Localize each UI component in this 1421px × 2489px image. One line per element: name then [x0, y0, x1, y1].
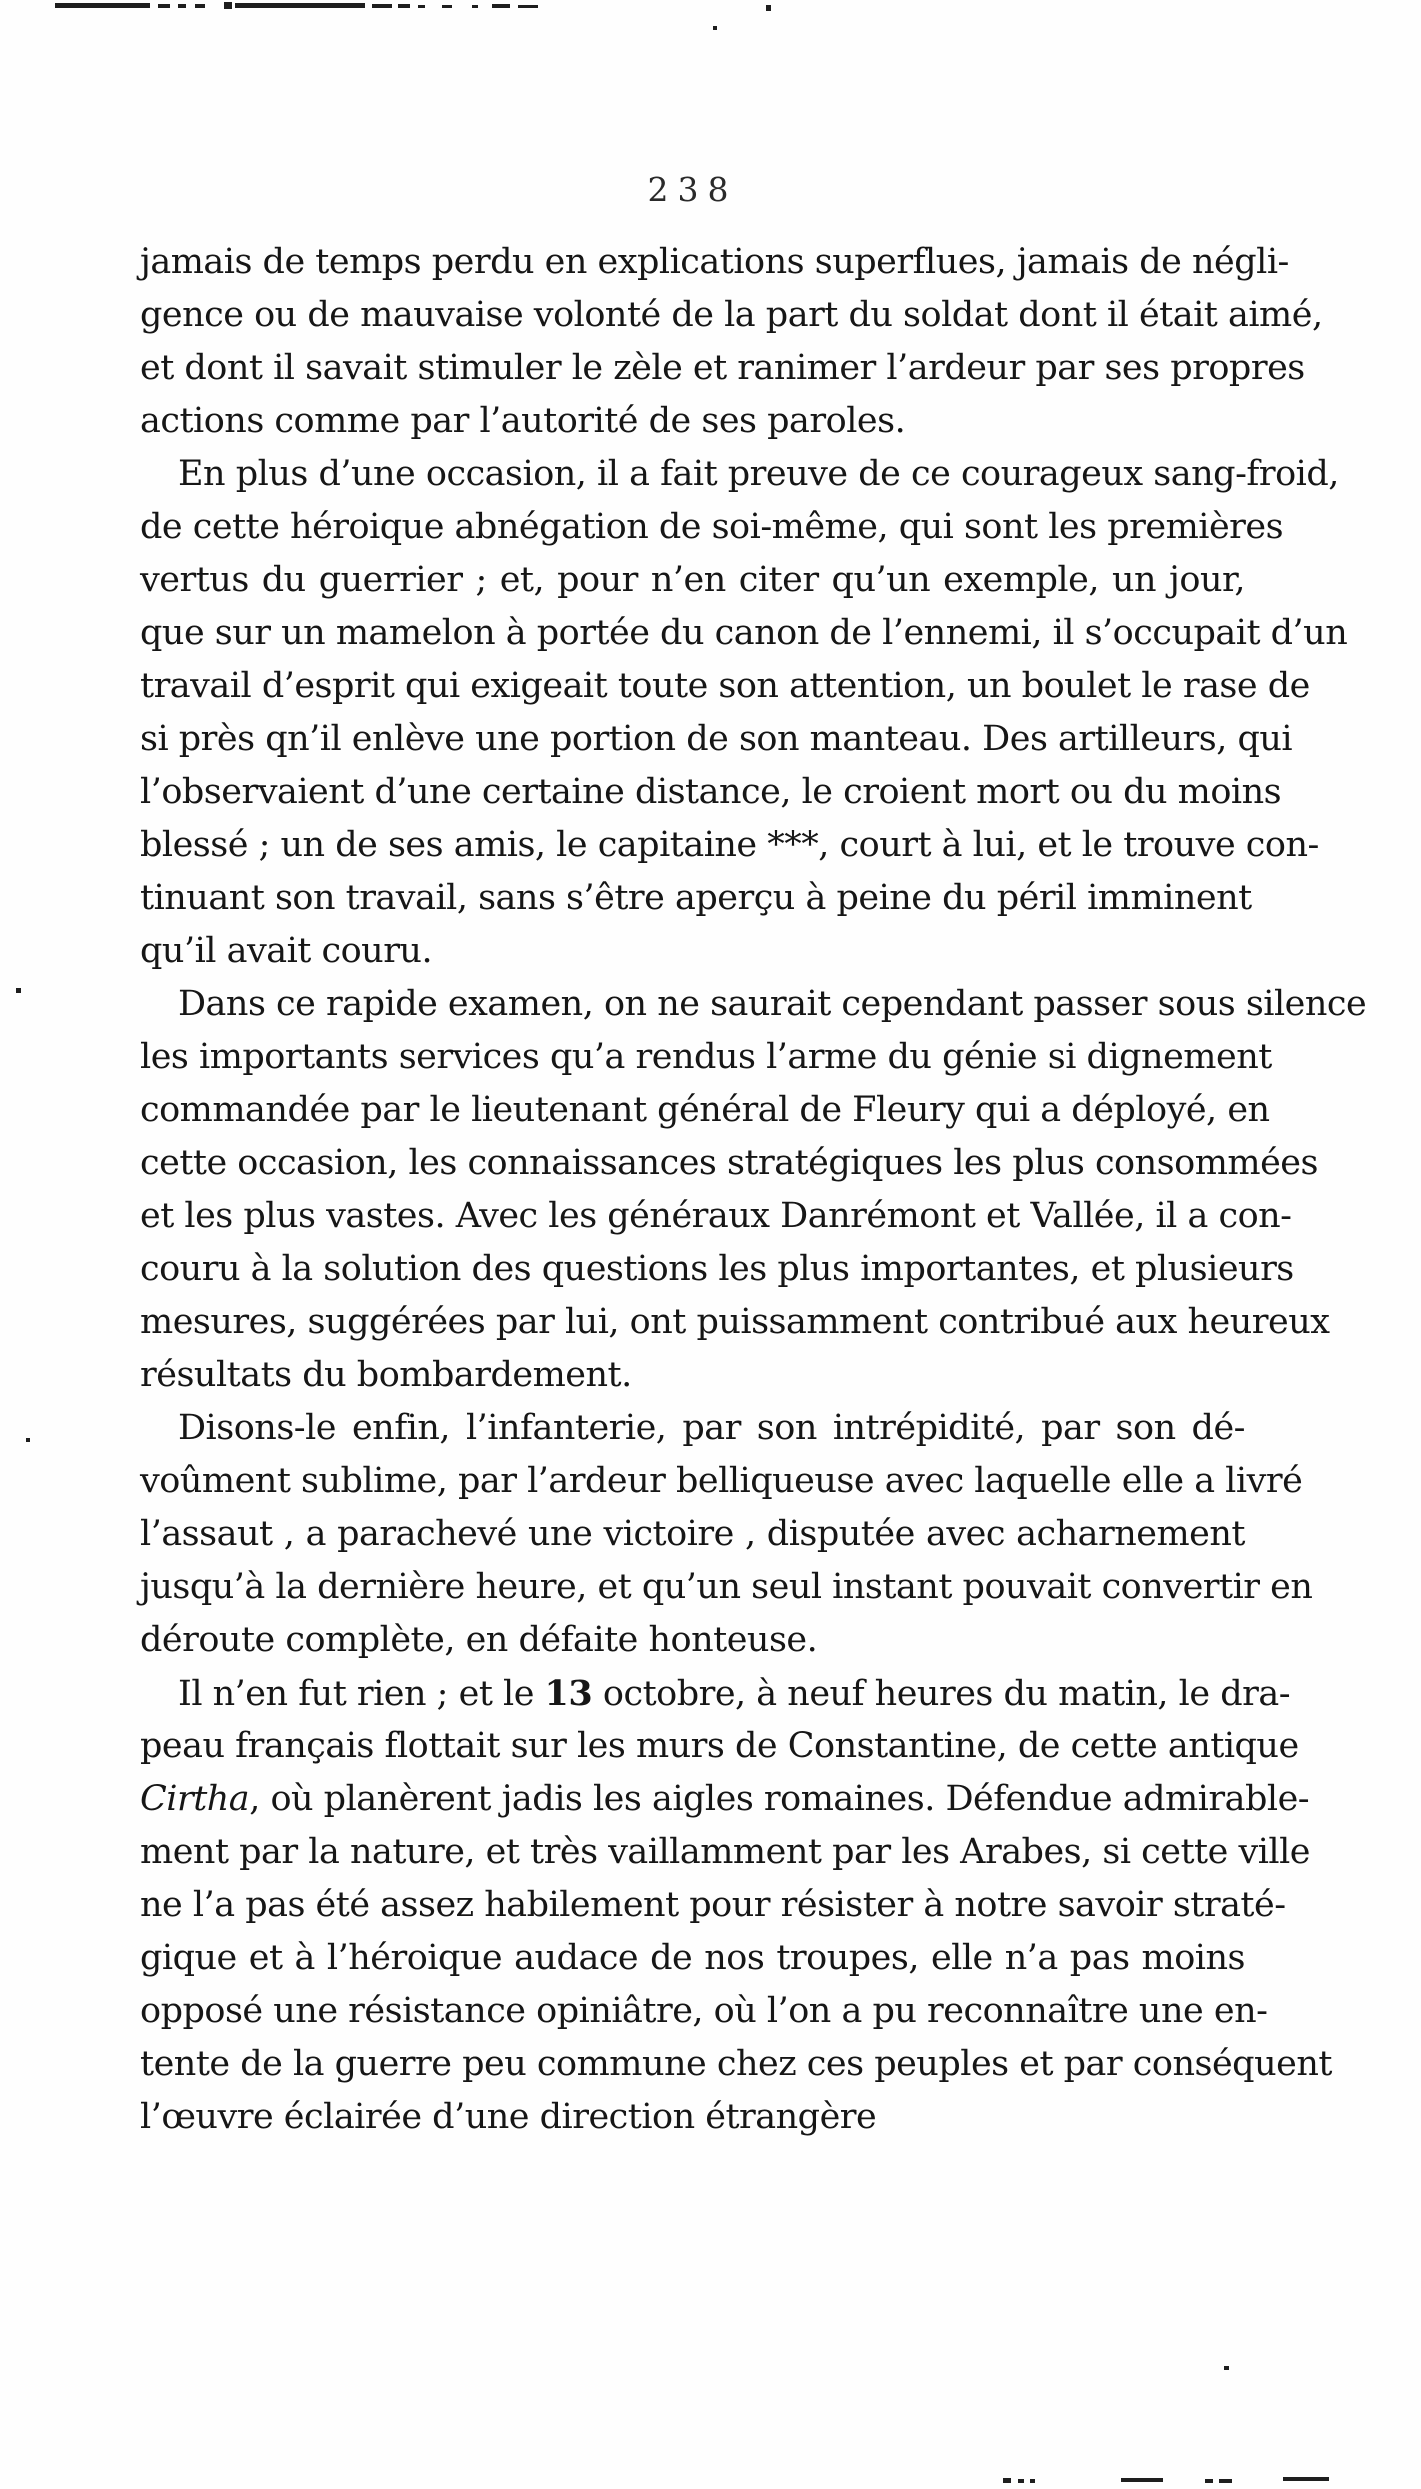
scan-artifact	[1283, 2477, 1329, 2481]
text-line	[140, 978, 1367, 1031]
text-line	[140, 289, 1323, 342]
text-segment: voûment sublime, par l’ardeur belliqueuse avec laquelle elle a livré	[140, 1461, 1303, 1501]
text-segment: et les plus vastes. Avec les généraux Danrémont et Vallée, il a con-	[140, 1196, 1292, 1236]
text-line	[140, 713, 1293, 766]
scan-artifact	[398, 4, 410, 8]
scan-artifact	[518, 5, 538, 8]
text-line	[140, 1879, 1286, 1932]
text-line	[140, 1402, 1245, 1455]
text-line	[140, 2091, 1245, 2144]
text-line	[140, 1720, 1299, 1773]
paragraph	[140, 236, 1323, 448]
scan-artifact	[1205, 2479, 1213, 2483]
text-line	[140, 501, 1284, 554]
text-segment: résultats du bombardement.	[140, 1355, 632, 1395]
text-segment: tente de la guerre peu commune chez ces peuples et par conséquent	[140, 2044, 1332, 2084]
text-line	[140, 1349, 1245, 1402]
text-block	[140, 236, 1367, 2144]
text-segment: jusqu’à la dernière heure, et qu’un seul instant pouvait convertir en	[140, 1567, 1313, 1607]
text-line	[140, 2038, 1332, 2091]
text-line	[140, 1561, 1313, 1614]
text-line	[140, 1455, 1303, 1508]
text-segment: qu’il avait couru.	[140, 931, 433, 971]
scan-artifact	[1219, 2479, 1232, 2483]
scan-artifact	[158, 4, 170, 8]
text-line	[140, 1667, 1291, 1720]
paragraph	[140, 978, 1367, 1402]
text-line	[140, 660, 1310, 713]
text-segment: l’assaut , a parachevé une victoire , disputée avec acharnement	[140, 1514, 1245, 1554]
text-segment: blessé ; un de ses amis, le capitaine ***, court à lui, et le trouve con-	[140, 825, 1319, 865]
text-segment: peau français flottait sur les murs de Constantine, de cette antique	[140, 1726, 1299, 1766]
scan-artifact	[372, 4, 392, 8]
scan-artifact	[1121, 2478, 1163, 2482]
scan-artifact	[1224, 2366, 1229, 2370]
text-segment: jamais de temps perdu en explications superflues, jamais de négli-	[140, 242, 1289, 282]
text-segment: ment par la nature, et très vaillamment par les Arabes, si cette ville	[140, 1832, 1311, 1872]
text-line	[140, 342, 1305, 395]
paragraph	[140, 1667, 1332, 2144]
text-segment: commandée par le lieutenant général de Fleury qui a déployé, en	[140, 1090, 1270, 1130]
text-line	[140, 1137, 1318, 1190]
text-line	[140, 1826, 1311, 1879]
scan-artifact	[1030, 2479, 1035, 2483]
text-line	[140, 819, 1319, 872]
text-line	[140, 925, 1245, 978]
text-segment: 13	[544, 1673, 593, 1714]
text-segment: gique et à l’héroique audace de nos troupes, elle n’a pas moins	[140, 1938, 1245, 1978]
text-line	[140, 1773, 1310, 1826]
text-segment: l’observaient d’une certaine distance, le croient mort ou du moins	[140, 772, 1282, 812]
page-number: 238	[647, 170, 738, 209]
text-line	[140, 766, 1282, 819]
text-segment: cette occasion, les connaissances stratégiques les plus consommées	[140, 1143, 1318, 1183]
scan-artifact	[766, 5, 771, 11]
text-line	[140, 607, 1348, 660]
text-segment: travail d’esprit qui exigeait toute son attention, un boulet le rase de	[140, 666, 1310, 706]
scan-artifact	[418, 5, 425, 8]
text-segment: opposé une résistance opiniâtre, où l’on a pu reconnaître une en-	[140, 1991, 1268, 2031]
text-segment: actions comme par l’autorité de ses paroles.	[140, 401, 906, 441]
text-segment: que sur un mamelon à portée du canon de l’ennemi, il s’occupait d’un	[140, 613, 1348, 653]
text-segment: Cirtha	[140, 1779, 250, 1819]
text-segment: Il n’en fut rien ; et le	[178, 1674, 545, 1714]
scan-artifact	[1003, 2478, 1011, 2483]
scan-artifact	[178, 4, 186, 8]
scan-artifact	[492, 4, 510, 8]
text-line	[140, 448, 1339, 501]
text-line	[140, 872, 1252, 925]
scan-artifact	[235, 3, 365, 8]
text-line	[140, 1985, 1268, 2038]
text-segment: les importants services qu’a rendus l’arme du génie si dignement	[140, 1037, 1272, 1077]
text-line	[140, 1932, 1245, 1985]
paragraph	[140, 1402, 1313, 1667]
scan-artifact	[472, 5, 478, 8]
text-line	[140, 1508, 1245, 1561]
text-segment: et dont il savait stimuler le zèle et ranimer l’ardeur par ses propres	[140, 348, 1305, 388]
scan-artifact	[224, 2, 232, 9]
text-segment: octobre, à neuf heures du matin, le dra-	[592, 1674, 1291, 1714]
text-segment: si près qn’il enlève une portion de son manteau. Des artilleurs, qui	[140, 719, 1293, 759]
scan-artifact	[195, 4, 205, 8]
text-segment: mesures, suggérées par lui, ont puissamment contribué aux heureux	[140, 1302, 1330, 1342]
text-line	[140, 236, 1289, 289]
text-segment: déroute complète, en défaite honteuse.	[140, 1620, 818, 1660]
text-line	[140, 554, 1245, 607]
text-segment: Disons-le enfin, l’infanterie, par son intrépidité, par son dé-	[178, 1408, 1245, 1448]
text-segment: l’œuvre éclairée d’une direction étrangère	[140, 2097, 877, 2137]
text-segment: gence ou de mauvaise volonté de la part du soldat dont il était aimé,	[140, 295, 1323, 335]
scan-artifact	[26, 1438, 30, 1442]
scan-artifact	[1018, 2479, 1024, 2483]
scan-artifact	[442, 5, 452, 8]
text-line	[140, 1084, 1270, 1137]
text-line	[140, 1190, 1292, 1243]
text-line	[140, 1243, 1294, 1296]
scan-artifact	[16, 988, 21, 993]
text-segment: couru à la solution des questions les plus importantes, et plusieurs	[140, 1249, 1294, 1289]
scan-artifact	[713, 26, 717, 30]
text-segment: En plus d’une occasion, il a fait preuve de ce courageux sang-froid,	[178, 454, 1339, 494]
text-line	[140, 1296, 1330, 1349]
paragraph	[140, 448, 1348, 978]
scan-artifact	[55, 3, 150, 8]
text-segment: , où planèrent jadis les aigles romaines. Défendue admirable-	[249, 1779, 1310, 1819]
text-line	[140, 1031, 1272, 1084]
text-line	[140, 1614, 1245, 1667]
text-segment: ne l’a pas été assez habilement pour résister à notre savoir straté-	[140, 1885, 1286, 1925]
text-segment: vertus du guerrier ; et, pour n’en citer qu’un exemple, un jour,	[140, 560, 1245, 600]
text-segment: tinuant son travail, sans s’être aperçu à peine du péril imminent	[140, 878, 1252, 918]
text-segment: de cette héroique abnégation de soi-même, qui sont les premières	[140, 507, 1284, 547]
text-line	[140, 395, 1245, 448]
text-segment: Dans ce rapide examen, on ne saurait cependant passer sous silence	[178, 984, 1367, 1024]
